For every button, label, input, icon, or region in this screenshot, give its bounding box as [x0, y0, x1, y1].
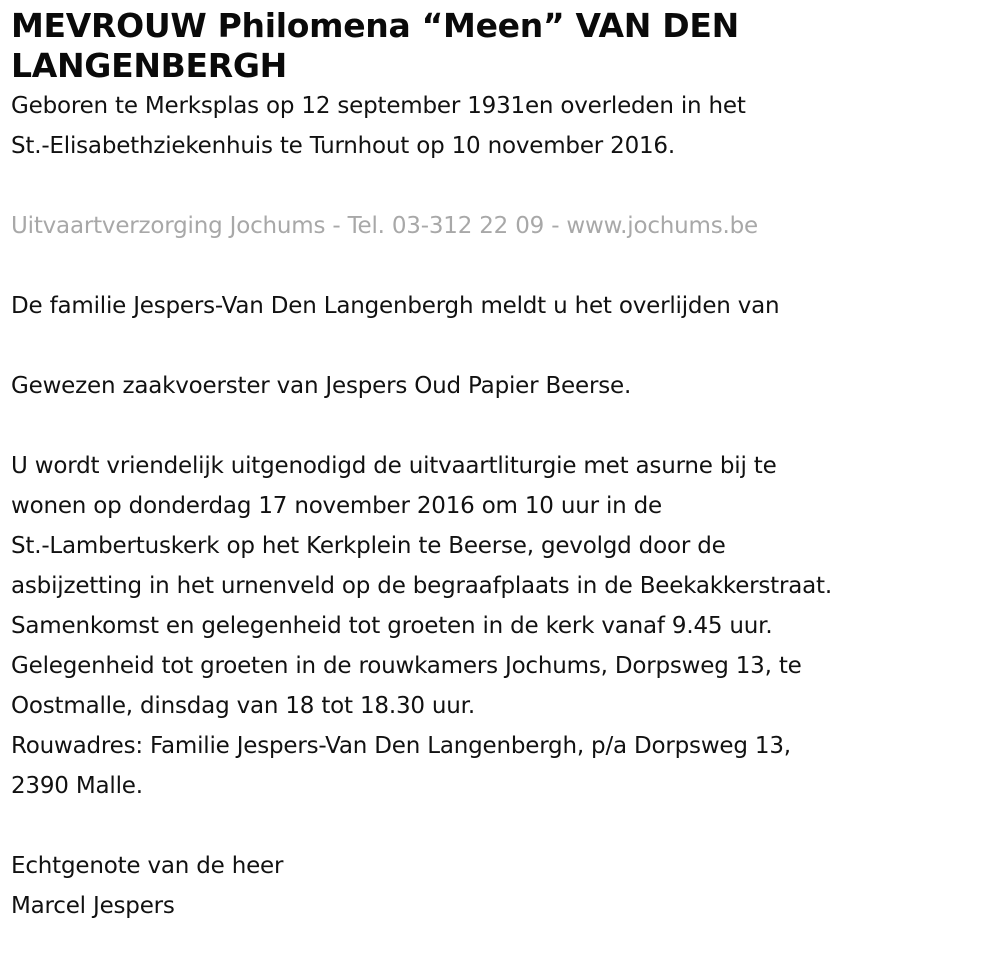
funeral-details	[11, 446, 991, 806]
title-line-2: LANGENBERGH	[11, 46, 287, 85]
spouse-info	[11, 846, 991, 926]
details-line: U wordt vriendelijk uitgenodigd de uitvaartliturgie met asurne bij te	[11, 453, 777, 479]
obituary-notice	[11, 6, 991, 926]
spacer	[11, 406, 991, 446]
birth-line-2: St.-Elisabethziekenhuis te Turnhout op 10 november 2016.	[11, 133, 675, 159]
deceased-name-title	[11, 6, 991, 86]
spacer	[11, 326, 991, 366]
spacer	[11, 806, 991, 846]
title-line-1: MEVROUW Philomena “Meen” VAN DEN	[11, 6, 739, 45]
details-line: Oostmalle, dinsdag van 18 tot 18.30 uur.	[11, 693, 475, 719]
details-line: wonen op donderdag 17 november 2016 om 10 uur in de	[11, 493, 663, 519]
spouse-line-1: Echtgenote van de heer	[11, 853, 284, 879]
spacer	[11, 246, 991, 286]
birth-line-1: Geboren te Merksplas op 12 september 1931en overleden in het	[11, 93, 746, 119]
details-line: Gelegenheid tot groeten in de rouwkamers Jochums, Dorpsweg 13, te	[11, 653, 802, 679]
details-line: Rouwadres: Familie Jespers-Van Den Langenbergh, p/a Dorpsweg 13,	[11, 733, 791, 759]
details-line: Samenkomst en gelegenheid tot groeten in de kerk vanaf 9.45 uur.	[11, 613, 773, 639]
spacer	[11, 166, 991, 206]
spouse-line-2: Marcel Jespers	[11, 893, 175, 919]
occupation-text: Gewezen zaakvoerster van Jespers Oud Papier Beerse.	[11, 373, 632, 399]
birth-death-info	[11, 86, 991, 166]
undertaker-info: Uitvaartverzorging Jochums - Tel. 03-312 22 09 - www.jochums.be	[11, 213, 758, 239]
details-line: St.-Lambertuskerk op het Kerkplein te Beerse, gevolgd door de	[11, 533, 726, 559]
details-line: 2390 Malle.	[11, 773, 143, 799]
announcement-text: De familie Jespers-Van Den Langenbergh meldt u het overlijden van	[11, 293, 780, 319]
details-line: asbijzetting in het urnenveld op de begraafplaats in de Beekakkerstraat.	[11, 573, 832, 599]
